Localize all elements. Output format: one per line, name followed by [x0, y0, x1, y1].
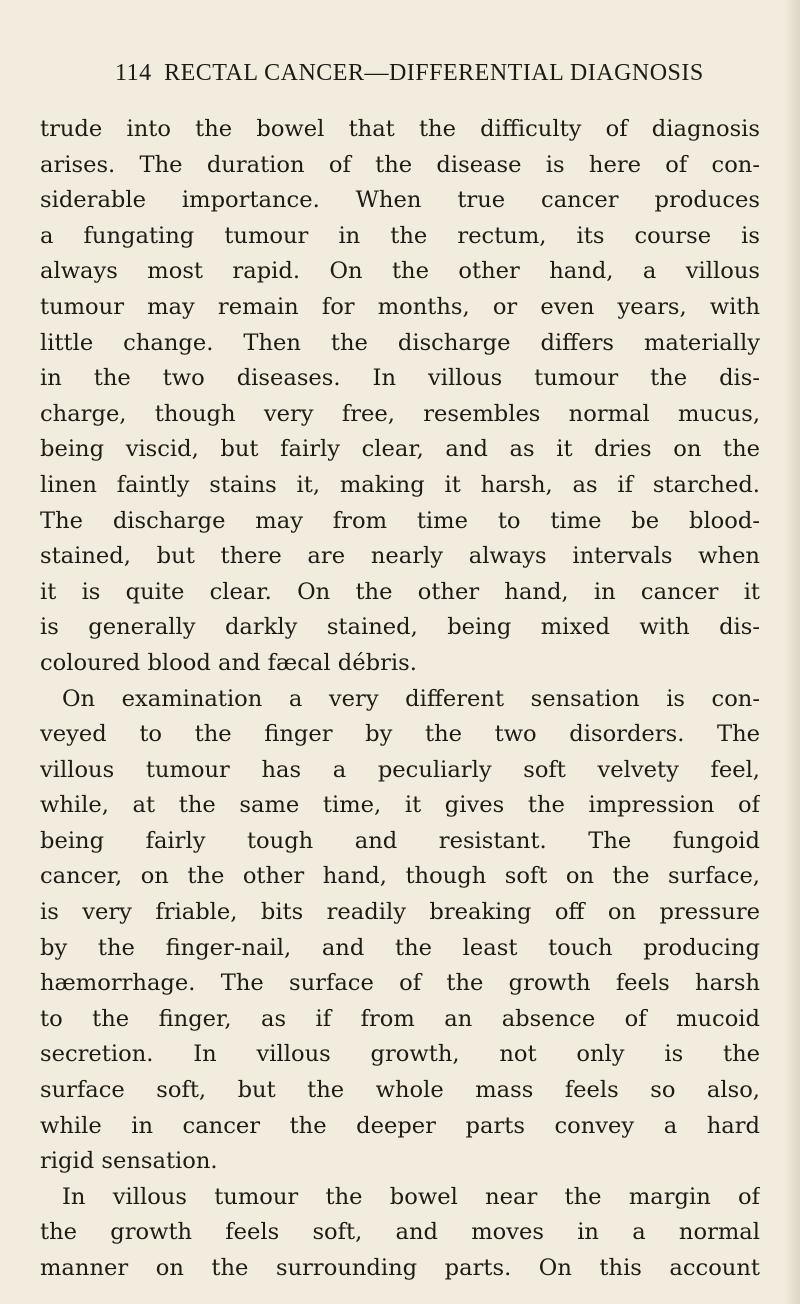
page-number: 114	[115, 60, 152, 86]
text-line: being viscid, but fairly clear, and as it dries on the	[40, 436, 760, 463]
text-line: hæmorrhage. The surface of the growth feels harsh	[40, 970, 760, 997]
text-line: it is quite clear. On the other hand, in cancer it	[40, 578, 760, 605]
text-line: being fairly tough and resistant. The fungoid	[40, 827, 760, 854]
text-line: On examination a very different sensation is con-	[62, 685, 760, 712]
text-line: to the finger, as if from an absence of mucoid	[40, 1005, 760, 1032]
text-line: little change. Then the discharge differs materially	[40, 329, 760, 356]
text-line: cancer, on the other hand, though soft on the surface,	[40, 863, 760, 890]
running-title: RECTAL CANCER—DIFFERENTIAL DIAGNOSIS	[164, 60, 704, 86]
text-line: a fungating tumour in the rectum, its course is	[40, 222, 760, 249]
text-line: The discharge may from time to time be blood-	[40, 507, 760, 534]
text-line: rigid sensation.	[40, 1148, 218, 1175]
text-line: while in cancer the deeper parts convey a hard	[40, 1112, 760, 1139]
text-line: stained, but there are nearly always intervals when	[40, 543, 760, 570]
text-line: the growth feels soft, and moves in a normal	[40, 1219, 760, 1246]
running-header	[115, 60, 755, 96]
text-line: manner on the surrounding parts. On this account	[40, 1255, 760, 1281]
text-line: in the two diseases. In villous tumour the dis-	[40, 365, 760, 392]
text-line: villous tumour has a peculiarly soft velvety feel,	[40, 756, 760, 783]
text-line: tumour may remain for months, or even years, with	[40, 293, 760, 320]
text-line: In villous tumour the bowel near the margin of	[62, 1183, 760, 1210]
text-line: arises. The duration of the disease is here of con-	[40, 151, 760, 178]
text-line: always most rapid. On the other hand, a villous	[40, 258, 760, 285]
text-line: while, at the same time, it gives the impression of	[40, 792, 760, 819]
text-line: coloured blood and fæcal débris.	[40, 649, 417, 676]
text-line: siderable importance. When true cancer produces	[40, 187, 760, 214]
page-edge-shadow	[784, 0, 800, 1304]
text-line: is generally darkly stained, being mixed with dis-	[40, 614, 760, 641]
text-line: charge, though very free, resembles normal mucus,	[40, 400, 760, 427]
text-line: surface soft, but the whole mass feels so also,	[40, 1077, 760, 1104]
text-line: veyed to the finger by the two disorders. The	[40, 721, 760, 748]
text-line: by the finger-nail, and the least touch producing	[40, 934, 760, 961]
body-text	[40, 112, 760, 1287]
text-line: trude into the bowel that the difficulty of diagnosis	[40, 116, 760, 142]
text-line: is very friable, bits readily breaking off on pressure	[40, 899, 760, 926]
text-line: secretion. In villous growth, not only is the	[40, 1041, 760, 1068]
text-line: linen faintly stains it, making it harsh, as if starched.	[40, 471, 760, 498]
